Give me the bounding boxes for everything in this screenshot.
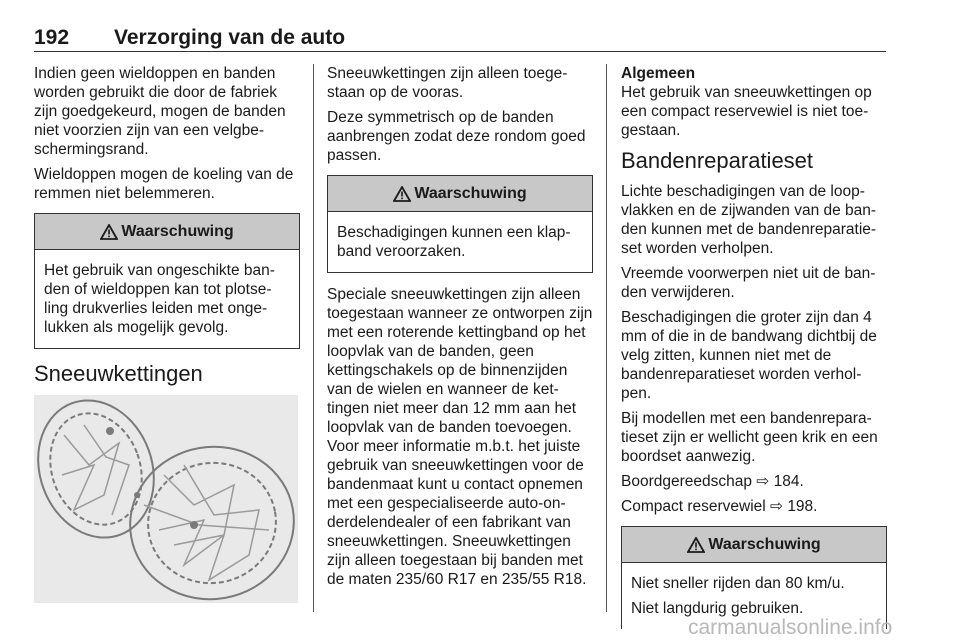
warning-text: Het gebruik van ongeschikte ban-den of wieldoppen kan tot plotse-ling drukverlies leiden met onge-lukken als mogelijk gevolg. — [44, 262, 275, 336]
subheading-general: Algemeen — [621, 65, 696, 82]
warning-header — [622, 527, 886, 563]
warning-line-duration: Niet langdurig gebruiken. — [631, 600, 804, 617]
page-header — [34, 26, 886, 50]
column-3 — [621, 64, 887, 641]
warning-triangle-icon — [100, 224, 118, 240]
warning-box — [34, 213, 300, 349]
warning-header — [35, 214, 299, 250]
chapter-title: Verzorging van de auto — [114, 26, 346, 49]
warning-header — [328, 176, 592, 212]
warning-box — [327, 175, 593, 273]
warning-line-speed: Niet sneller rijden dan 80 km/u. — [631, 575, 845, 592]
reference-compact-spare: Compact reservewiel ⇨ 198. — [621, 498, 818, 515]
paragraph-no-jack: Bij modellen met een bandenrepara-tieset zijn er wellicht geen krik en een boordset aanwezig. — [621, 410, 878, 465]
section-title-snow-chains: Sneeuwkettingen — [34, 361, 203, 386]
warning-box — [621, 526, 887, 629]
header-rule — [34, 51, 886, 52]
warning-title: Waarschuwing — [121, 223, 234, 240]
warning-triangle-icon — [393, 186, 411, 202]
column-divider-2 — [606, 64, 607, 612]
column-1 — [34, 64, 300, 603]
paragraph-foreign-objects: Vreemde voorwerpen niet uit de ban-den verwijderen. — [621, 265, 876, 301]
warning-triangle-icon — [687, 537, 705, 553]
warning-text: Beschadigingen kunnen een klap-band veroorzaken. — [337, 224, 571, 260]
warning-body — [328, 212, 592, 272]
paragraph-special-chains: Speciale sneeuwkettingen zijn alleen toegestaan wanneer ze ontworpen zijn met een roterende kettingband op het loopvlak van de banden, geen kettingschakels op de binnenzijden van de wielen en wanneer de ket-tingen niet meer dan 12 mm aan het loopvlak van de banden toevoegen. Voor meer informatie m.b.t. het juiste gebruik van sneeuwkettingen voor de bandenmaat kunt u contact opnemen met een gespecialiseerde auto-on-derdelendealer of een fabrikant van sneeuwkettingen. Sneeuwkettingen zijn alleen toegestaan bij banden met de maten 235/60 R17 en 235/55 R18. — [327, 286, 593, 588]
watermark: carmanualsonline.info — [688, 616, 893, 639]
section-title-repair-kit: Bandenreparatieset — [621, 148, 814, 173]
paragraph-large-damage: Beschadigingen die groter zijn dan 4 mm of die in de bandwang dichtbij de velg zitten, kunnen niet met de bandenreparatieset worden verhol-pen. — [621, 309, 877, 402]
warning-body — [35, 250, 299, 348]
warning-title: Waarschuwing — [414, 185, 527, 202]
paragraph-symmetric-fit: Deze symmetrisch op de banden aanbrengen zodat deze rondom goed passen. — [327, 109, 586, 164]
paragraph-wheel-covers: Indien geen wieldoppen en banden worden gebruikt die door de fabriek zijn goedgekeurd, mogen de banden niet voorzien zijn van een velgbe-schermingsrand. — [34, 65, 286, 158]
column-2 — [327, 64, 593, 595]
snow-chains-illustration — [34, 395, 298, 603]
warning-title: Waarschuwing — [708, 536, 821, 553]
paragraph-minor-damage: Lichte beschadigingen van de loop-vlakken en de zijwanden van de ban-den kunnen met de bandenreparatie-set worden verholpen. — [621, 183, 877, 257]
paragraph-front-axle: Sneeuwkettingen zijn alleen toege-staan op de vooras. — [327, 65, 568, 101]
snow-chain-icon — [34, 395, 298, 603]
reference-tool-kit: Boordgereedschap ⇨ 184. — [621, 473, 804, 490]
page-number: 192 — [34, 26, 70, 49]
paragraph-brake-cooling: Wieldoppen mogen de koeling van de remmen niet belemmeren. — [34, 166, 294, 202]
paragraph-compact-spare: Het gebruik van sneeuwkettingen op een compact reservewiel is niet toe-gestaan. — [621, 84, 872, 139]
column-divider-1 — [313, 64, 314, 612]
